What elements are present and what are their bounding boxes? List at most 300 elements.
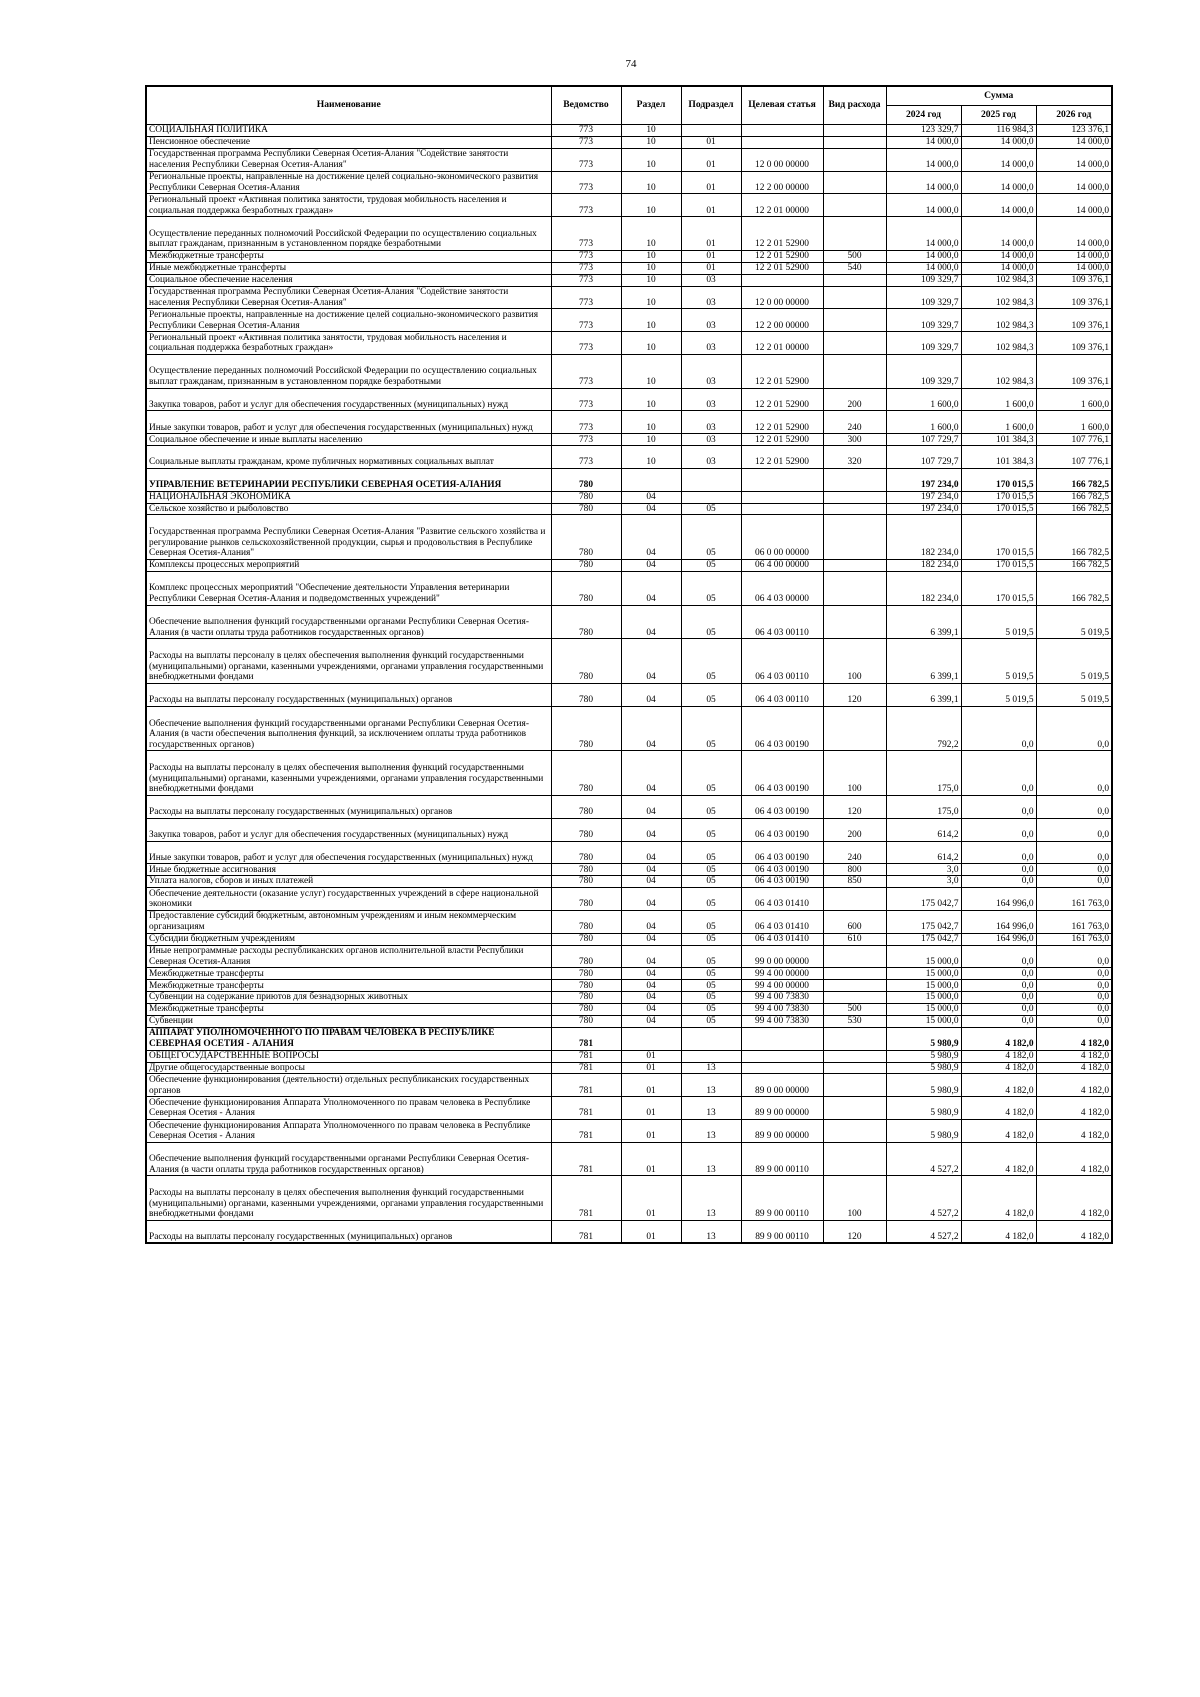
row-name: Социальные выплаты гражданам, кроме публичных нормативных социальных выплат xyxy=(146,446,551,469)
row-2026: 161 763,0 xyxy=(1036,933,1112,945)
row-2024: 182 234,0 xyxy=(886,515,961,560)
row-podrazdel: 03 xyxy=(681,332,741,355)
table-row xyxy=(146,194,1112,217)
row-vr xyxy=(823,1142,886,1176)
row-csr: 06 4 03 00190 xyxy=(741,706,823,751)
row-2024: 14 000,0 xyxy=(886,250,961,262)
row-ved: 773 xyxy=(551,194,621,217)
row-2025: 14 000,0 xyxy=(961,217,1036,251)
row-2024: 4 527,2 xyxy=(886,1176,961,1221)
row-2024: 109 329,7 xyxy=(886,309,961,332)
row-2025: 102 984,3 xyxy=(961,286,1036,309)
row-2025: 102 984,3 xyxy=(961,274,1036,286)
row-2026: 5 019,5 xyxy=(1036,605,1112,639)
row-2026: 0,0 xyxy=(1036,706,1112,751)
row-2026: 166 782,5 xyxy=(1036,503,1112,515)
row-csr: 89 0 00 00000 xyxy=(741,1074,823,1097)
row-csr: 06 4 03 00190 xyxy=(741,818,823,841)
row-2026: 4 182,0 xyxy=(1036,1097,1112,1120)
page-number: 74 xyxy=(625,58,637,70)
row-ved: 780 xyxy=(551,992,621,1004)
row-csr: 06 4 03 01410 xyxy=(741,933,823,945)
row-podrazdel: 05 xyxy=(681,945,741,968)
table-row xyxy=(146,1015,1112,1027)
row-2026: 14 000,0 xyxy=(1036,171,1112,194)
table-row xyxy=(146,217,1112,251)
row-razdel: 10 xyxy=(621,309,681,332)
row-2025: 0,0 xyxy=(961,980,1036,992)
row-podrazdel: 05 xyxy=(681,933,741,945)
row-razdel: 10 xyxy=(621,262,681,274)
row-2025: 4 182,0 xyxy=(961,1097,1036,1120)
row-2026: 0,0 xyxy=(1036,751,1112,796)
row-name: СОЦИАЛЬНАЯ ПОЛИТИКА xyxy=(146,125,551,137)
row-2024: 197 234,0 xyxy=(886,468,961,491)
row-razdel: 10 xyxy=(621,217,681,251)
row-csr xyxy=(741,1062,823,1074)
row-2025: 0,0 xyxy=(961,706,1036,751)
row-razdel: 04 xyxy=(621,888,681,911)
row-vr xyxy=(823,968,886,980)
row-razdel: 04 xyxy=(621,980,681,992)
row-2026: 109 376,1 xyxy=(1036,309,1112,332)
row-vr: 240 xyxy=(823,411,886,434)
row-2026: 107 776,1 xyxy=(1036,446,1112,469)
row-razdel: 04 xyxy=(621,795,681,818)
row-2024: 175,0 xyxy=(886,751,961,796)
row-podrazdel: 05 xyxy=(681,841,741,864)
row-podrazdel: 05 xyxy=(681,1015,741,1027)
row-2024: 107 729,7 xyxy=(886,446,961,469)
row-csr: 12 2 01 52900 xyxy=(741,354,823,388)
row-name: Комплексы процессных мероприятий xyxy=(146,560,551,572)
row-vr xyxy=(823,1074,886,1097)
row-2025: 170 015,5 xyxy=(961,571,1036,605)
row-ved: 780 xyxy=(551,968,621,980)
table-row xyxy=(146,841,1112,864)
row-2026: 109 376,1 xyxy=(1036,354,1112,388)
row-csr xyxy=(741,125,823,137)
row-csr: 89 9 00 00110 xyxy=(741,1221,823,1244)
row-podrazdel: 01 xyxy=(681,262,741,274)
row-csr: 99 4 00 73830 xyxy=(741,1015,823,1027)
row-name: Осуществление переданных полномочий Российской Федерации по осуществлению социальных выплат гражданам, признанным в установленном порядке безработными xyxy=(146,354,551,388)
row-2026: 4 182,0 xyxy=(1036,1074,1112,1097)
row-csr xyxy=(741,136,823,148)
row-podrazdel: 13 xyxy=(681,1062,741,1074)
row-2024: 15 000,0 xyxy=(886,945,961,968)
row-2024: 3,0 xyxy=(886,876,961,888)
row-2026: 109 376,1 xyxy=(1036,332,1112,355)
row-csr: 06 4 03 01410 xyxy=(741,910,823,933)
row-vr xyxy=(823,194,886,217)
row-razdel: 04 xyxy=(621,706,681,751)
row-ved: 773 xyxy=(551,446,621,469)
row-vr: 100 xyxy=(823,751,886,796)
row-vr xyxy=(823,992,886,1004)
row-name: Расходы на выплаты персоналу государственных (муниципальных) органов xyxy=(146,795,551,818)
row-name: Обеспечение выполнения функций государственными органами Республики Северная Осетия-Алания (в части оплаты труда работников государственных органов) xyxy=(146,605,551,639)
row-2026: 161 763,0 xyxy=(1036,888,1112,911)
row-podrazdel: 03 xyxy=(681,286,741,309)
row-ved: 781 xyxy=(551,1221,621,1244)
row-ved: 780 xyxy=(551,841,621,864)
row-2025: 5 019,5 xyxy=(961,605,1036,639)
table-row xyxy=(146,980,1112,992)
row-razdel: 10 xyxy=(621,274,681,286)
col-header-2026: 2026 год xyxy=(1036,106,1112,125)
row-2024: 175,0 xyxy=(886,795,961,818)
row-vr xyxy=(823,491,886,503)
row-ved: 773 xyxy=(551,274,621,286)
row-vr: 200 xyxy=(823,388,886,411)
row-name: Иные закупки товаров, работ и услуг для обеспечения государственных (муниципальных) нужд xyxy=(146,411,551,434)
row-csr: 06 4 03 00000 xyxy=(741,571,823,605)
row-podrazdel: 05 xyxy=(681,515,741,560)
col-header-summa: Сумма xyxy=(886,86,1112,106)
row-razdel: 10 xyxy=(621,136,681,148)
row-razdel: 10 xyxy=(621,434,681,446)
row-razdel: 10 xyxy=(621,411,681,434)
row-ved: 781 xyxy=(551,1119,621,1142)
row-2025: 4 182,0 xyxy=(961,1176,1036,1221)
row-vr: 500 xyxy=(823,250,886,262)
row-ved: 781 xyxy=(551,1097,621,1120)
row-2025: 170 015,5 xyxy=(961,491,1036,503)
row-podrazdel xyxy=(681,125,741,137)
row-razdel: 01 xyxy=(621,1142,681,1176)
row-csr xyxy=(741,468,823,491)
row-vr xyxy=(823,171,886,194)
row-vr xyxy=(823,309,886,332)
row-podrazdel: 05 xyxy=(681,1004,741,1016)
row-csr xyxy=(741,503,823,515)
row-ved: 780 xyxy=(551,945,621,968)
row-2024: 182 234,0 xyxy=(886,571,961,605)
row-2024: 614,2 xyxy=(886,841,961,864)
table-row xyxy=(146,286,1112,309)
table-row xyxy=(146,1004,1112,1016)
row-csr: 12 2 01 52900 xyxy=(741,434,823,446)
table-row xyxy=(146,605,1112,639)
table-row xyxy=(146,864,1112,876)
row-2025: 4 182,0 xyxy=(961,1062,1036,1074)
row-vr: 540 xyxy=(823,262,886,274)
row-2026: 5 019,5 xyxy=(1036,683,1112,706)
table-row xyxy=(146,818,1112,841)
row-2025: 14 000,0 xyxy=(961,250,1036,262)
row-vr xyxy=(823,571,886,605)
row-name: Региональные проекты, направленные на достижение целей социально-экономического развития Республики Северная Осетия-Алания xyxy=(146,309,551,332)
row-2025: 0,0 xyxy=(961,992,1036,1004)
row-2024: 175 042,7 xyxy=(886,910,961,933)
table-row xyxy=(146,751,1112,796)
row-2024: 4 527,2 xyxy=(886,1221,961,1244)
row-name: Предоставление субсидий бюджетным, автономным учреждениям и иным некоммерческим организациям xyxy=(146,910,551,933)
row-2025: 1 600,0 xyxy=(961,411,1036,434)
table-row xyxy=(146,560,1112,572)
row-name: Обеспечение функционирования Аппарата Уполномоченного по правам человека в Республике Северная Осетия - Алания xyxy=(146,1119,551,1142)
row-podrazdel: 05 xyxy=(681,683,741,706)
row-2024: 1 600,0 xyxy=(886,411,961,434)
table-row xyxy=(146,503,1112,515)
row-2025: 4 182,0 xyxy=(961,1221,1036,1244)
table-row xyxy=(146,992,1112,1004)
row-razdel: 01 xyxy=(621,1119,681,1142)
row-2024: 197 234,0 xyxy=(886,503,961,515)
table-row xyxy=(146,933,1112,945)
row-2026: 166 782,5 xyxy=(1036,515,1112,560)
row-2026: 5 019,5 xyxy=(1036,639,1112,684)
row-razdel: 01 xyxy=(621,1221,681,1244)
row-2026: 4 182,0 xyxy=(1036,1176,1112,1221)
row-vr: 240 xyxy=(823,841,886,864)
table-row xyxy=(146,1027,1112,1050)
row-vr xyxy=(823,560,886,572)
row-2024: 5 980,9 xyxy=(886,1050,961,1062)
row-razdel: 10 xyxy=(621,194,681,217)
row-2026: 14 000,0 xyxy=(1036,194,1112,217)
row-razdel: 04 xyxy=(621,818,681,841)
row-2025: 5 019,5 xyxy=(961,683,1036,706)
row-vr xyxy=(823,515,886,560)
row-2026: 4 182,0 xyxy=(1036,1221,1112,1244)
row-2026: 161 763,0 xyxy=(1036,910,1112,933)
row-vr: 530 xyxy=(823,1015,886,1027)
row-podrazdel: 05 xyxy=(681,639,741,684)
row-razdel: 04 xyxy=(621,933,681,945)
row-name: Обеспечение деятельности (оказание услуг) государственных учреждений в сфере национальной экономики xyxy=(146,888,551,911)
row-podrazdel: 05 xyxy=(681,980,741,992)
table-row xyxy=(146,491,1112,503)
table-row xyxy=(146,795,1112,818)
row-2024: 5 980,9 xyxy=(886,1074,961,1097)
row-csr xyxy=(741,1050,823,1062)
table-row xyxy=(146,515,1112,560)
row-razdel: 10 xyxy=(621,354,681,388)
row-2026: 14 000,0 xyxy=(1036,262,1112,274)
row-name: Обеспечение функционирования (деятельности) отдельных республиканских государственных органов xyxy=(146,1074,551,1097)
row-name: АППАРАТ УПОЛНОМОЧЕННОГО ПО ПРАВАМ ЧЕЛОВЕКА В РЕСПУБЛИКЕ СЕВЕРНАЯ ОСЕТИЯ - АЛАНИЯ xyxy=(146,1027,551,1050)
row-2025: 14 000,0 xyxy=(961,262,1036,274)
table-row xyxy=(146,1062,1112,1074)
row-razdel: 04 xyxy=(621,864,681,876)
row-vr: 500 xyxy=(823,1004,886,1016)
row-2024: 614,2 xyxy=(886,818,961,841)
table-row xyxy=(146,262,1112,274)
row-name: Межбюджетные трансферты xyxy=(146,968,551,980)
row-csr: 06 4 03 00110 xyxy=(741,683,823,706)
table-row xyxy=(146,876,1112,888)
row-podrazdel: 05 xyxy=(681,571,741,605)
row-podrazdel: 05 xyxy=(681,818,741,841)
row-name: Расходы на выплаты персоналу в целях обеспечения выполнения функций государственными (муниципальными) органами, казенными учреждениями, органами управления государственными внебюджетными фондами xyxy=(146,1176,551,1221)
row-vr: 300 xyxy=(823,434,886,446)
row-2026: 4 182,0 xyxy=(1036,1027,1112,1050)
row-name: Государственная программа Республики Северная Осетия-Алания "Содействие занятости населения Республики Северная Осетия-Алания" xyxy=(146,286,551,309)
table-row xyxy=(146,274,1112,286)
col-header-2024: 2024 год xyxy=(886,106,961,125)
row-name: Государственная программа Республики Северная Осетия-Алания "Развитие сельского хозяйства и регулирование рынков сельскохозяйственной продукции, сырья и продовольствия в Республике Северная Осетия-Алания" xyxy=(146,515,551,560)
row-name: Межбюджетные трансферты xyxy=(146,1004,551,1016)
table-body xyxy=(146,125,1112,1244)
row-2026: 0,0 xyxy=(1036,968,1112,980)
row-2025: 0,0 xyxy=(961,1004,1036,1016)
row-ved: 780 xyxy=(551,560,621,572)
table-row xyxy=(146,910,1112,933)
row-2026: 109 376,1 xyxy=(1036,274,1112,286)
row-2024: 175 042,7 xyxy=(886,888,961,911)
row-ved: 780 xyxy=(551,980,621,992)
table-row xyxy=(146,332,1112,355)
row-vr: 100 xyxy=(823,1176,886,1221)
row-name: Другие общегосударственные вопросы xyxy=(146,1062,551,1074)
row-2025: 101 384,3 xyxy=(961,446,1036,469)
row-name: Расходы на выплаты персоналу в целях обеспечения выполнения функций государственными (муниципальными) органами, казенными учреждениями, органами управления государственными внебюджетными фондами xyxy=(146,751,551,796)
row-ved: 780 xyxy=(551,1015,621,1027)
row-2025: 116 984,3 xyxy=(961,125,1036,137)
row-2024: 14 000,0 xyxy=(886,136,961,148)
row-podrazdel: 05 xyxy=(681,910,741,933)
row-ved: 780 xyxy=(551,706,621,751)
row-ved: 780 xyxy=(551,503,621,515)
row-2026: 0,0 xyxy=(1036,818,1112,841)
row-csr xyxy=(741,274,823,286)
row-csr: 99 4 00 00000 xyxy=(741,968,823,980)
row-2025: 4 182,0 xyxy=(961,1119,1036,1142)
row-2025: 4 182,0 xyxy=(961,1027,1036,1050)
table-row xyxy=(146,1050,1112,1062)
row-ved: 780 xyxy=(551,933,621,945)
row-ved: 773 xyxy=(551,434,621,446)
table-row xyxy=(146,125,1112,137)
row-podrazdel xyxy=(681,1050,741,1062)
table-row xyxy=(146,945,1112,968)
row-razdel: 04 xyxy=(621,945,681,968)
row-2024: 197 234,0 xyxy=(886,491,961,503)
row-csr: 06 0 00 00000 xyxy=(741,515,823,560)
row-2025: 170 015,5 xyxy=(961,560,1036,572)
row-ved: 773 xyxy=(551,262,621,274)
row-vr: 800 xyxy=(823,864,886,876)
row-razdel: 01 xyxy=(621,1097,681,1120)
row-2025: 0,0 xyxy=(961,751,1036,796)
row-podrazdel: 01 xyxy=(681,136,741,148)
row-razdel: 10 xyxy=(621,250,681,262)
row-name: Обеспечение выполнения функций государственными органами Республики Северная Осетия-Алания (в части обеспечения выполнения функций, за исключением оплаты труда работников государственных органов) xyxy=(146,706,551,751)
row-name: ОБЩЕГОСУДАРСТВЕННЫЕ ВОПРОСЫ xyxy=(146,1050,551,1062)
row-ved: 780 xyxy=(551,795,621,818)
row-razdel: 04 xyxy=(621,1004,681,1016)
row-csr: 89 9 00 00110 xyxy=(741,1176,823,1221)
row-2026: 14 000,0 xyxy=(1036,136,1112,148)
row-name: Иные межбюджетные трансферты xyxy=(146,262,551,274)
row-podrazdel: 03 xyxy=(681,274,741,286)
row-vr xyxy=(823,136,886,148)
row-csr: 06 4 03 00190 xyxy=(741,864,823,876)
table-row xyxy=(146,639,1112,684)
row-2024: 175 042,7 xyxy=(886,933,961,945)
table-row xyxy=(146,683,1112,706)
row-vr xyxy=(823,1027,886,1050)
col-header-podrazdel: Подраздел xyxy=(681,86,741,125)
table-row xyxy=(146,1142,1112,1176)
row-2024: 15 000,0 xyxy=(886,1004,961,1016)
row-razdel: 10 xyxy=(621,332,681,355)
row-podrazdel: 01 xyxy=(681,171,741,194)
row-podrazdel: 03 xyxy=(681,309,741,332)
row-name: Осуществление переданных полномочий Российской Федерации по осуществлению социальных выплат гражданам, признанным в установленном порядке безработными xyxy=(146,217,551,251)
row-2026: 4 182,0 xyxy=(1036,1142,1112,1176)
row-podrazdel: 05 xyxy=(681,706,741,751)
row-2025: 164 996,0 xyxy=(961,933,1036,945)
row-2025: 4 182,0 xyxy=(961,1142,1036,1176)
row-vr xyxy=(823,503,886,515)
row-vr: 120 xyxy=(823,1221,886,1244)
col-header-2025: 2025 год xyxy=(961,106,1036,125)
row-csr: 06 4 03 00190 xyxy=(741,795,823,818)
row-2024: 4 527,2 xyxy=(886,1142,961,1176)
row-csr: 06 4 00 00000 xyxy=(741,560,823,572)
row-2024: 182 234,0 xyxy=(886,560,961,572)
row-name: Расходы на выплаты персоналу государственных (муниципальных) органов xyxy=(146,683,551,706)
row-razdel: 10 xyxy=(621,171,681,194)
row-podrazdel: 03 xyxy=(681,354,741,388)
row-razdel xyxy=(621,1027,681,1050)
row-2024: 5 980,9 xyxy=(886,1062,961,1074)
row-razdel: 10 xyxy=(621,286,681,309)
row-vr xyxy=(823,1097,886,1120)
table-row xyxy=(146,148,1112,171)
row-2025: 4 182,0 xyxy=(961,1074,1036,1097)
row-2026: 166 782,5 xyxy=(1036,468,1112,491)
row-ved: 780 xyxy=(551,876,621,888)
row-vr: 600 xyxy=(823,910,886,933)
row-name: Субсидии бюджетным учреждениям xyxy=(146,933,551,945)
row-2026: 0,0 xyxy=(1036,795,1112,818)
row-vr xyxy=(823,286,886,309)
row-name: Региональные проекты, направленные на достижение целей социально-экономического развития Республики Северная Осетия-Алания xyxy=(146,171,551,194)
row-name: Социальное обеспечение и иные выплаты населению xyxy=(146,434,551,446)
row-ved: 780 xyxy=(551,571,621,605)
row-razdel: 04 xyxy=(621,560,681,572)
row-name: Субвенции xyxy=(146,1015,551,1027)
row-name: Расходы на выплаты персоналу в целях обеспечения выполнения функций государственными (муниципальными) органами, казенными учреждениями, органами управления государственными внебюджетными фондами xyxy=(146,639,551,684)
table-row xyxy=(146,1176,1112,1221)
row-razdel: 01 xyxy=(621,1074,681,1097)
row-ved: 773 xyxy=(551,217,621,251)
row-2025: 170 015,5 xyxy=(961,468,1036,491)
row-name: Региональный проект «Активная политика занятости, трудовая мобильность населения и социальная поддержка безработных граждан» xyxy=(146,332,551,355)
row-vr: 100 xyxy=(823,639,886,684)
row-razdel: 04 xyxy=(621,876,681,888)
row-vr: 850 xyxy=(823,876,886,888)
row-name: Закупка товаров, работ и услуг для обеспечения государственных (муниципальных) нужд xyxy=(146,818,551,841)
row-csr xyxy=(741,491,823,503)
table-row xyxy=(146,446,1112,469)
row-2025: 0,0 xyxy=(961,1015,1036,1027)
row-2026: 0,0 xyxy=(1036,992,1112,1004)
table-row xyxy=(146,136,1112,148)
row-2025: 14 000,0 xyxy=(961,194,1036,217)
table-row xyxy=(146,434,1112,446)
row-podrazdel: 05 xyxy=(681,560,741,572)
row-csr: 12 2 01 52900 xyxy=(741,388,823,411)
row-podrazdel: 01 xyxy=(681,148,741,171)
row-name: Обеспечение выполнения функций государственными органами Республики Северная Осетия-Алания (в части оплаты труда работников государственных органов) xyxy=(146,1142,551,1176)
row-csr: 12 2 01 52900 xyxy=(741,217,823,251)
row-csr: 12 2 01 52900 xyxy=(741,446,823,469)
